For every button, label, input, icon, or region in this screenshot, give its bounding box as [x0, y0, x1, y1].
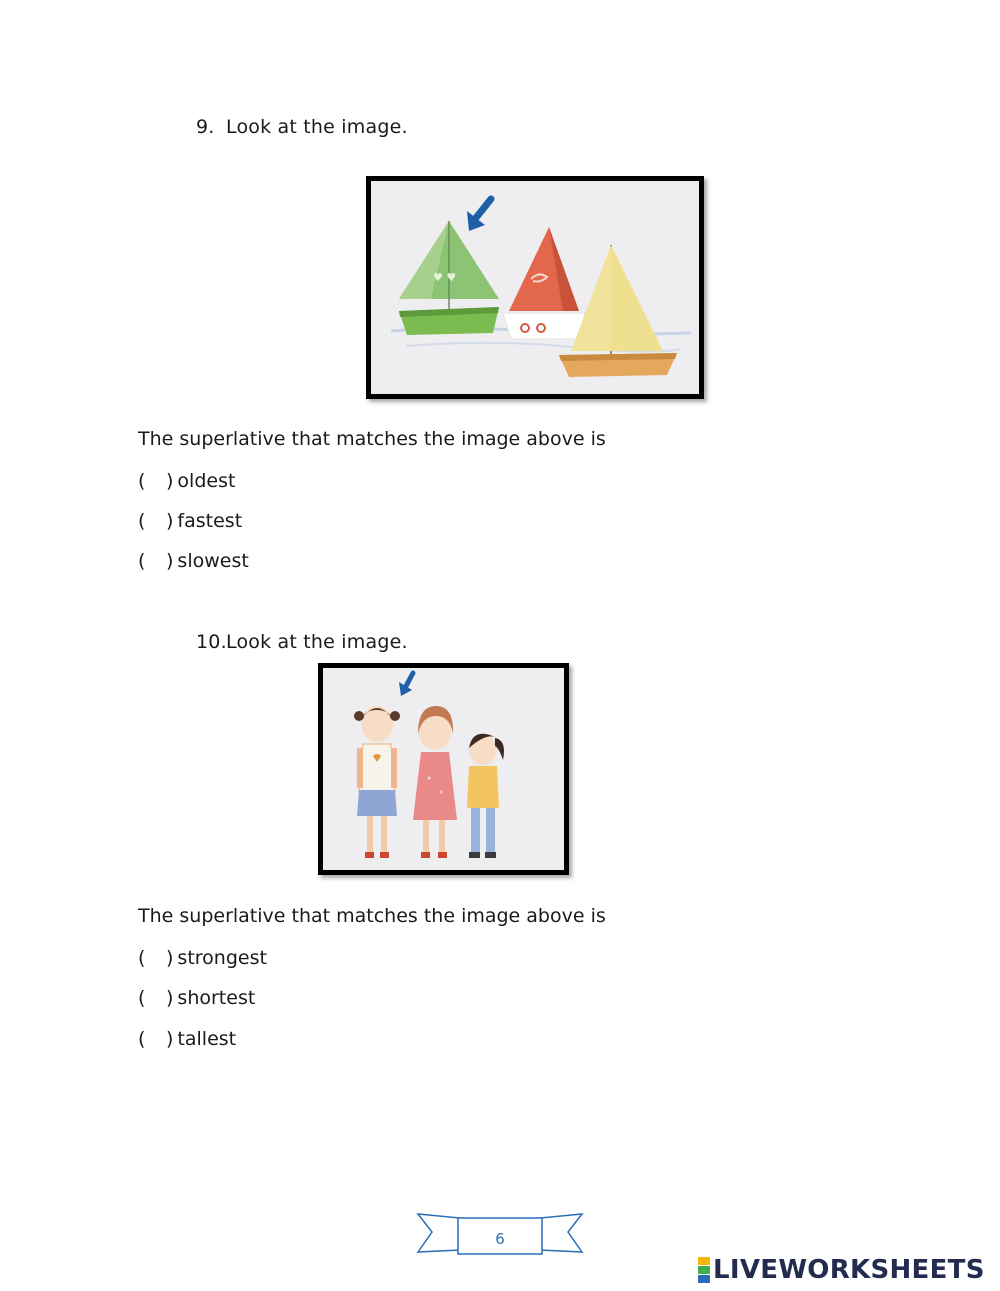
option-close-paren: ) [166, 947, 174, 969]
question-10-option-3[interactable] [138, 1028, 236, 1050]
question-9-instruction: Look at the image. [226, 116, 408, 138]
option-open-paren: ( [138, 1028, 146, 1050]
option-open-paren: ( [138, 470, 146, 492]
option-close-paren: ) [166, 510, 174, 532]
option-label: tallest [177, 1028, 237, 1050]
question-9-option-3[interactable] [138, 550, 249, 572]
option-open-paren: ( [138, 550, 146, 572]
sailboats-illustration [371, 181, 699, 394]
question-9-prompt: The superlative that matches the image above is [138, 428, 606, 450]
option-open-paren: ( [138, 987, 146, 1009]
girls-illustration [323, 668, 564, 870]
option-open-paren: ( [138, 947, 146, 969]
option-label: oldest [177, 470, 236, 492]
option-open-paren: ( [138, 510, 146, 532]
question-10-title [196, 631, 408, 653]
page-number: 6 [495, 1230, 505, 1248]
liveworksheets-logo[interactable] [698, 1255, 985, 1285]
option-label: slowest [177, 550, 249, 572]
option-label: shortest [177, 987, 256, 1009]
question-10-option-2[interactable] [138, 987, 255, 1009]
option-label: strongest [177, 947, 267, 969]
question-10-prompt: The superlative that matches the image above is [138, 905, 606, 927]
question-10-number: 10. [196, 631, 227, 653]
page-number-ribbon [416, 1210, 584, 1258]
option-close-paren: ) [166, 550, 174, 572]
girls-image [318, 663, 569, 875]
option-label: fastest [177, 510, 243, 532]
question-10-option-1[interactable] [138, 947, 267, 969]
question-9-option-2[interactable] [138, 510, 242, 532]
question-9-title [196, 116, 408, 138]
sailboats-image [366, 176, 704, 399]
logo-blocks-icon [698, 1257, 710, 1283]
option-close-paren: ) [166, 1028, 174, 1050]
logo-text: LIVEWORKSHEETS [713, 1255, 985, 1285]
option-close-paren: ) [166, 987, 174, 1009]
question-9-number: 9. [196, 116, 215, 138]
svg-text:♥ ♥: ♥ ♥ [433, 271, 457, 284]
question-10-instruction: Look at the image. [226, 631, 408, 653]
question-9-option-1[interactable] [138, 470, 235, 492]
option-close-paren: ) [166, 470, 174, 492]
